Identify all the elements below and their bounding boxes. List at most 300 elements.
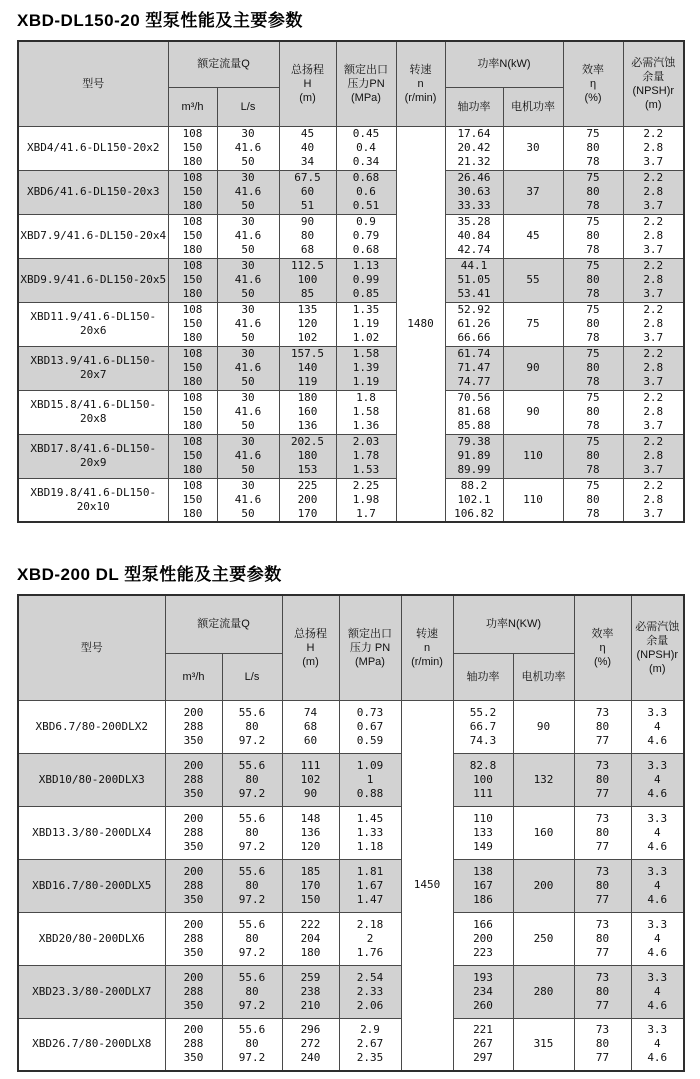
- cell-line: 75: [586, 171, 600, 184]
- cell-line: 3.3: [647, 705, 668, 719]
- cell-line: η: [599, 641, 606, 654]
- cell-line: 102.1: [457, 492, 491, 506]
- model-cell: XBD16.7/80-200DLX5: [18, 859, 165, 912]
- cell-line: 75: [586, 347, 600, 360]
- outlet-pressure-cell: [336, 302, 396, 346]
- cell-line: n: [417, 77, 424, 90]
- cell-line: 1.58: [352, 347, 380, 360]
- cell-line: 78: [586, 243, 600, 256]
- col-header-flow-ls: L/s: [222, 653, 282, 700]
- cell-line: 148: [300, 811, 321, 825]
- cell-line: 30.63: [457, 185, 491, 198]
- flow-ls-cell: [222, 859, 282, 912]
- flow-ls-cell: [217, 214, 279, 258]
- outlet-pressure-cell: [336, 214, 396, 258]
- cell-line: 26.46: [457, 171, 491, 184]
- header-row-top: [18, 41, 684, 87]
- cell-line: 2.2: [643, 391, 664, 404]
- flow-ls-cell: [222, 700, 282, 753]
- cell-line: 97.2: [238, 892, 266, 906]
- col-header-efficiency: [574, 595, 631, 700]
- flow-m3h-cell: [168, 170, 217, 214]
- col-header-motor-power: 电机功率: [503, 87, 563, 126]
- efficiency-cell: [574, 859, 631, 912]
- cell-line: 80: [586, 361, 600, 374]
- cell-line: 40: [300, 141, 315, 154]
- cell-line: 73: [595, 1023, 610, 1037]
- efficiency-cell: [563, 214, 623, 258]
- cell-line: 77: [595, 892, 610, 906]
- table-row: [18, 170, 684, 214]
- cell-line: 78: [586, 331, 600, 344]
- cell-line: 97.2: [238, 1051, 266, 1065]
- cell-line: 总扬程: [291, 63, 324, 76]
- shaft-power-cell: [445, 170, 503, 214]
- outlet-pressure-cell: [339, 806, 401, 859]
- cell-line: 153: [297, 463, 318, 476]
- cell-line: 97.2: [238, 786, 266, 800]
- cell-line: 150: [182, 492, 203, 506]
- flow-ls-cell: [222, 1018, 282, 1071]
- cell-line: 180: [182, 506, 203, 520]
- cell-line: 60: [300, 185, 315, 198]
- motor-power-cell: 200: [513, 859, 574, 912]
- outlet-pressure-cell: [339, 965, 401, 1018]
- cell-line: 40.84: [457, 229, 491, 242]
- cell-line: 3.3: [647, 864, 668, 878]
- cell-line: 1.19: [352, 375, 380, 388]
- model-cell: XBD6.7/80-200DLX2: [18, 700, 165, 753]
- table-row: [18, 346, 684, 390]
- cell-line: 80: [586, 273, 600, 286]
- model-cell: XBD7.9/41.6-DL150-20x4: [18, 214, 168, 258]
- flow-ls-cell: [217, 390, 279, 434]
- npsh-cell: [623, 478, 684, 522]
- cell-line: 80: [586, 449, 600, 462]
- flow-ls-cell: [217, 434, 279, 478]
- cell-line: 78: [586, 419, 600, 432]
- cell-line: 79.38: [457, 435, 491, 448]
- motor-power-cell: 110: [503, 434, 563, 478]
- cell-line: 2.8: [643, 405, 664, 418]
- npsh-cell: [631, 753, 684, 806]
- cell-line: 2.35: [356, 1051, 384, 1065]
- flow-m3h-cell: [165, 753, 222, 806]
- cell-line: 97.2: [238, 998, 266, 1012]
- npsh-cell: [623, 126, 684, 170]
- cell-line: 185: [300, 864, 321, 878]
- cell-line: (%): [593, 655, 612, 668]
- cell-line: 总扬程: [294, 627, 327, 640]
- col-header-outlet-pressure: [339, 595, 401, 700]
- efficiency-cell: [563, 346, 623, 390]
- cell-line: 85.88: [457, 419, 491, 432]
- cell-line: 77: [595, 1051, 610, 1065]
- cell-line: 30: [241, 347, 255, 360]
- cell-line: 4.6: [647, 733, 668, 747]
- cell-line: 89.99: [457, 463, 491, 476]
- cell-line: 160: [297, 405, 318, 418]
- efficiency-cell: [574, 1018, 631, 1071]
- cell-line: 2.8: [643, 229, 664, 242]
- cell-line: 53.41: [457, 287, 491, 300]
- model-cell: XBD20/80-200DLX6: [18, 912, 165, 965]
- cell-line: 41.6: [234, 317, 262, 330]
- cell-line: 80: [245, 1037, 259, 1051]
- cell-line: 150: [300, 892, 321, 906]
- cell-line: 3.3: [647, 758, 668, 772]
- cell-line: 2.8: [643, 361, 664, 374]
- model-cell: XBD11.9/41.6-DL150-20x6: [18, 302, 168, 346]
- npsh-cell: [631, 806, 684, 859]
- cell-line: 75: [586, 303, 600, 316]
- cell-line: 80: [245, 772, 259, 786]
- motor-power-cell: 45: [503, 214, 563, 258]
- cell-line: 166: [473, 917, 493, 931]
- cell-line: 55.6: [238, 758, 266, 772]
- table1-section: [0, 6, 700, 523]
- cell-line: 1.13: [352, 259, 380, 272]
- cell-line: 138: [473, 864, 493, 878]
- cell-line: 4.6: [647, 786, 668, 800]
- cell-line: 108: [182, 259, 203, 272]
- cell-line: 260: [473, 998, 493, 1012]
- cell-line: 0.79: [352, 229, 380, 242]
- cell-line: 350: [183, 892, 204, 906]
- cell-line: 效率: [582, 63, 604, 76]
- cell-line: 0.4: [356, 141, 376, 154]
- cell-line: 转速: [409, 63, 432, 76]
- outlet-pressure-cell: [336, 390, 396, 434]
- model-cell: XBD15.8/41.6-DL150-20x8: [18, 390, 168, 434]
- col-header-motor-power: 电机功率: [513, 653, 574, 700]
- cell-line: 2.8: [643, 492, 664, 506]
- cell-line: 78: [586, 375, 600, 388]
- cell-line: 余量: [642, 70, 665, 83]
- cell-line: 1.35: [352, 303, 380, 316]
- total-head-cell: [282, 700, 339, 753]
- efficiency-cell: [574, 912, 631, 965]
- cell-line: 200: [473, 931, 493, 945]
- cell-line: 222: [300, 917, 321, 931]
- cell-line: 108: [182, 171, 203, 184]
- cell-line: 80: [586, 317, 600, 330]
- table-row: [18, 700, 684, 753]
- cell-line: 170: [300, 878, 321, 892]
- cell-line: 288: [183, 878, 204, 892]
- cell-line: 50: [241, 287, 255, 300]
- cell-line: 200: [297, 492, 318, 506]
- cell-line: 1.53: [352, 463, 380, 476]
- cell-line: 77: [595, 945, 610, 959]
- cell-line: 1.45: [356, 811, 384, 825]
- cell-line: (m): [649, 662, 666, 675]
- cell-line: 78: [586, 199, 600, 212]
- table-header: [18, 595, 684, 700]
- cell-line: 2.8: [643, 317, 664, 330]
- cell-line: 71.47: [457, 361, 491, 374]
- motor-power-cell: 90: [503, 390, 563, 434]
- npsh-cell: [631, 912, 684, 965]
- cell-line: 77: [595, 839, 610, 853]
- cell-line: 2.8: [643, 141, 664, 154]
- flow-m3h-cell: [168, 390, 217, 434]
- total-head-cell: [282, 806, 339, 859]
- shaft-power-cell: [453, 912, 513, 965]
- col-header-outlet-pressure: [336, 41, 396, 126]
- flow-m3h-cell: [165, 806, 222, 859]
- motor-power-cell: 90: [513, 700, 574, 753]
- col-header-speed: [401, 595, 453, 700]
- cell-line: 0.59: [356, 733, 384, 747]
- cell-line: 2.2: [643, 478, 664, 492]
- outlet-pressure-cell: [339, 753, 401, 806]
- cell-line: 1.8: [356, 391, 376, 404]
- cell-line: 55.6: [238, 705, 266, 719]
- cell-line: 50: [241, 506, 255, 520]
- cell-line: 30: [241, 435, 255, 448]
- cell-line: 50: [241, 375, 255, 388]
- cell-line: 30: [241, 303, 255, 316]
- outlet-pressure-cell: [336, 126, 396, 170]
- cell-line: 150: [182, 449, 203, 462]
- cell-line: 4: [653, 984, 661, 998]
- table-body: [18, 126, 684, 522]
- cell-line: 100: [297, 273, 318, 286]
- cell-line: (r/min): [404, 91, 437, 104]
- cell-line: 180: [297, 391, 318, 404]
- cell-line: 1.47: [356, 892, 384, 906]
- table-row: [18, 258, 684, 302]
- motor-power-cell: 55: [503, 258, 563, 302]
- cell-line: 1.33: [356, 825, 384, 839]
- cell-line: 3.7: [643, 331, 664, 344]
- cell-line: 77: [595, 998, 610, 1012]
- cell-line: 75: [586, 215, 600, 228]
- cell-line: 75: [586, 435, 600, 448]
- cell-line: 350: [183, 733, 204, 747]
- total-head-cell: [282, 1018, 339, 1071]
- cell-line: 30: [241, 215, 255, 228]
- cell-line: 150: [182, 141, 203, 154]
- cell-line: 2.2: [643, 347, 664, 360]
- header-row-top: [18, 595, 684, 653]
- model-cell: XBD9.9/41.6-DL150-20x5: [18, 258, 168, 302]
- cell-line: 60: [303, 733, 318, 747]
- table2-title: XBD-200 DL 型泵性能及主要参数: [17, 565, 282, 584]
- cell-line: 2.54: [356, 970, 384, 984]
- cell-line: 108: [182, 215, 203, 228]
- cell-line: 120: [300, 839, 321, 853]
- efficiency-cell: [563, 434, 623, 478]
- cell-line: 288: [183, 931, 204, 945]
- cell-line: 112.5: [290, 259, 325, 272]
- col-header-shaft-power: 轴功率: [445, 87, 503, 126]
- cell-line: 0.88: [356, 786, 384, 800]
- shaft-power-cell: [445, 390, 503, 434]
- npsh-cell: [631, 700, 684, 753]
- cell-line: 2.2: [643, 303, 664, 316]
- cell-line: 4: [653, 825, 661, 839]
- cell-line: 4: [653, 878, 661, 892]
- model-cell: XBD10/80-200DLX3: [18, 753, 165, 806]
- table-row: [18, 126, 684, 170]
- cell-line: 2: [366, 931, 374, 945]
- cell-line: (NPSH)r: [636, 648, 679, 661]
- cell-line: 75: [586, 127, 600, 140]
- motor-power-cell: 110: [503, 478, 563, 522]
- cell-line: 55.6: [238, 917, 266, 931]
- cell-line: 88.2: [460, 478, 488, 492]
- cell-line: 90: [303, 786, 318, 800]
- cell-line: 2.8: [643, 273, 664, 286]
- pump-performance-table-xbd-dl150-20: [17, 40, 685, 523]
- cell-line: 42.74: [457, 243, 491, 256]
- cell-line: 350: [183, 945, 204, 959]
- cell-line: 150: [182, 229, 203, 242]
- cell-line: n: [423, 641, 431, 654]
- outlet-pressure-cell: [336, 346, 396, 390]
- cell-line: 223: [473, 945, 493, 959]
- cell-line: 267: [473, 1037, 493, 1051]
- cell-line: 41.6: [234, 141, 262, 154]
- cell-line: 0.85: [352, 287, 380, 300]
- table-row: [18, 1018, 684, 1071]
- col-header-total-head: [282, 595, 339, 700]
- cell-line: 75: [586, 478, 600, 492]
- cell-line: 1.02: [352, 331, 380, 344]
- cell-line: 259: [300, 970, 321, 984]
- cell-line: 4: [653, 719, 661, 733]
- cell-line: 55.6: [238, 1023, 266, 1037]
- flow-ls-cell: [217, 302, 279, 346]
- flow-ls-cell: [222, 912, 282, 965]
- npsh-cell: [623, 214, 684, 258]
- npsh-cell: [623, 170, 684, 214]
- cell-line: 296: [300, 1023, 321, 1037]
- flow-m3h-cell: [165, 700, 222, 753]
- cell-line: 3.3: [647, 917, 668, 931]
- cell-line: 193: [473, 970, 493, 984]
- cell-line: 1.19: [352, 317, 380, 330]
- cell-line: 55.6: [238, 811, 266, 825]
- total-head-cell: [282, 912, 339, 965]
- table-header: [18, 41, 684, 126]
- cell-line: 200: [183, 705, 204, 719]
- cell-line: 41.6: [234, 492, 262, 506]
- cell-line: 1.7: [356, 506, 376, 520]
- cell-line: 41.6: [234, 185, 262, 198]
- cell-line: 1.67: [356, 878, 384, 892]
- cell-line: 0.67: [356, 719, 384, 733]
- cell-line: 30: [241, 391, 255, 404]
- col-header-npsh: [623, 41, 684, 126]
- cell-line: 0.9: [356, 215, 376, 228]
- cell-line: 108: [182, 478, 203, 492]
- cell-line: 1.76: [356, 945, 384, 959]
- table-body: [18, 700, 684, 1071]
- cell-line: 80: [245, 984, 259, 998]
- cell-line: 2.25: [352, 478, 380, 492]
- cell-line: 288: [183, 1037, 204, 1051]
- cell-line: 17.64: [457, 127, 491, 140]
- cell-line: 180: [182, 463, 203, 476]
- npsh-cell: [623, 434, 684, 478]
- cell-line: 91.89: [457, 449, 491, 462]
- efficiency-cell: [563, 258, 623, 302]
- cell-line: 2.8: [643, 185, 664, 198]
- outlet-pressure-cell: [336, 258, 396, 302]
- cell-line: 70.56: [457, 391, 491, 404]
- cell-line: 140: [297, 361, 318, 374]
- cell-line: 压力 PN: [349, 641, 391, 654]
- npsh-cell: [623, 258, 684, 302]
- cell-line: 80: [245, 931, 259, 945]
- npsh-cell: [631, 1018, 684, 1071]
- cell-line: 3.3: [647, 811, 668, 825]
- cell-line: 204: [300, 931, 321, 945]
- total-head-cell: [279, 478, 336, 522]
- cell-line: 80: [300, 229, 315, 242]
- cell-line: 1: [366, 772, 374, 786]
- motor-power-cell: 30: [503, 126, 563, 170]
- cell-line: 2.2: [643, 127, 664, 140]
- flow-m3h-cell: [168, 214, 217, 258]
- cell-line: 85: [300, 287, 315, 300]
- cell-line: 180: [297, 449, 318, 462]
- cell-line: 288: [183, 825, 204, 839]
- cell-line: 200: [183, 970, 204, 984]
- cell-line: 55.6: [238, 864, 266, 878]
- model-cell: XBD26.7/80-200DLX8: [18, 1018, 165, 1071]
- rated-speed-cell: 1480: [396, 126, 445, 522]
- cell-line: 额定出口: [348, 627, 392, 640]
- cell-line: 74: [303, 705, 318, 719]
- total-head-cell: [279, 214, 336, 258]
- cell-line: 108: [182, 391, 203, 404]
- cell-line: 80: [586, 185, 600, 198]
- cell-line: 0.34: [352, 155, 380, 168]
- cell-line: 4.6: [647, 1051, 668, 1065]
- shaft-power-cell: [453, 806, 513, 859]
- outlet-pressure-cell: [336, 478, 396, 522]
- npsh-cell: [631, 965, 684, 1018]
- cell-line: 50: [241, 419, 255, 432]
- cell-line: (MPa): [355, 655, 385, 668]
- cell-line: 225: [297, 478, 318, 492]
- cell-line: 80: [595, 931, 610, 945]
- cell-line: 297: [473, 1051, 493, 1065]
- total-head-cell: [282, 753, 339, 806]
- cell-line: (MPa): [351, 91, 381, 104]
- col-header-model: 型号: [18, 41, 168, 126]
- cell-line: 1.36: [352, 419, 380, 432]
- cell-line: 100: [473, 772, 493, 786]
- flow-ls-cell: [222, 806, 282, 859]
- cell-line: 73: [595, 705, 610, 719]
- cell-line: 180: [182, 331, 203, 344]
- npsh-cell: [623, 346, 684, 390]
- cell-line: 78: [586, 506, 600, 520]
- cell-line: 80: [595, 772, 610, 786]
- cell-line: 78: [586, 463, 600, 476]
- cell-line: 效率: [591, 627, 614, 640]
- cell-line: 74.77: [457, 375, 491, 388]
- cell-line: 50: [241, 199, 255, 212]
- shaft-power-cell: [453, 700, 513, 753]
- table1-title: XBD-DL150-20 型泵性能及主要参数: [17, 11, 303, 30]
- total-head-cell: [279, 258, 336, 302]
